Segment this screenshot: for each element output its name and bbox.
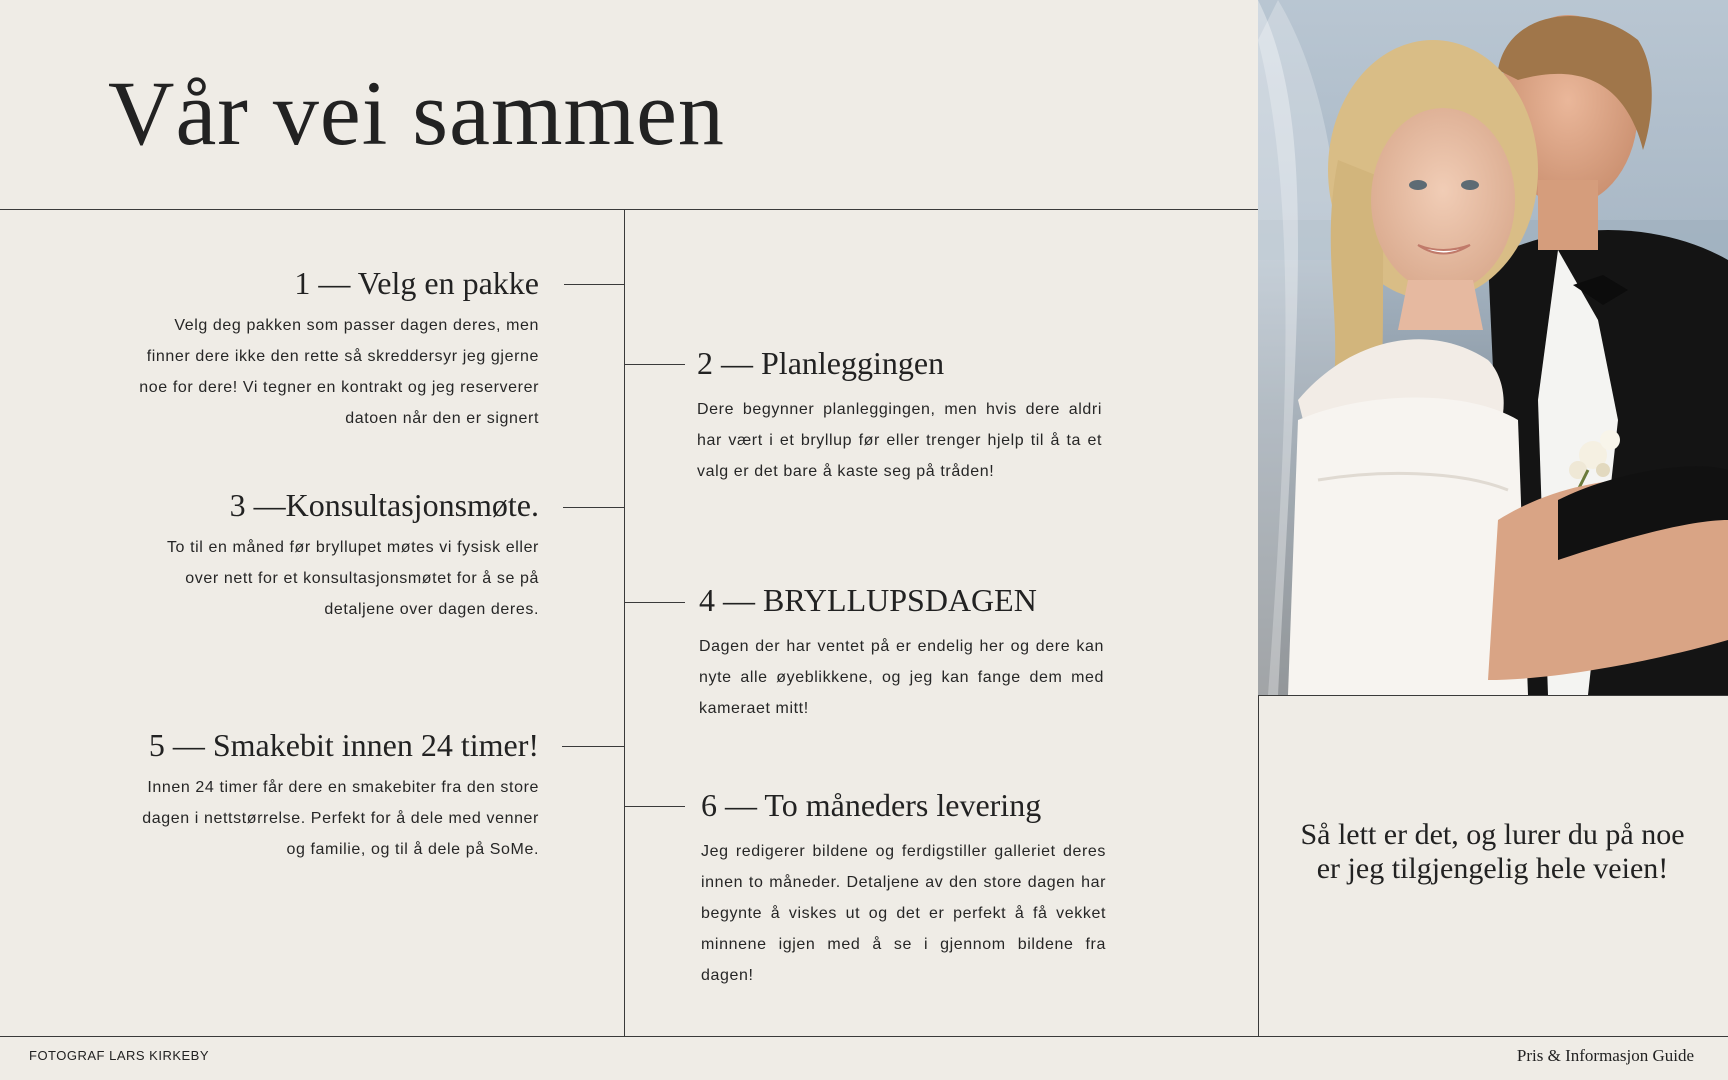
timeline-connector <box>624 364 685 365</box>
timeline-connector <box>624 602 685 603</box>
step-text: Dere begynner planleggingen, men hvis dere aldri har vært i et bryllup før eller trenger hjelp til å ta et valg er det bare å kaste seg på tråden! <box>697 401 1102 480</box>
step-text: Jeg redigerer bildene og ferdigstiller galleriet deres innen to måneder. Detaljene av den store dagen har begynte å viskes ut og det er perfekt å få vekket minnene igjen med å se i gjennom bildene fra dagen! <box>701 843 1106 984</box>
step-6 <box>701 787 1106 991</box>
timeline-connector <box>624 806 685 807</box>
step-title: 6 — To måneders levering <box>701 787 1042 823</box>
step-text: Dagen der har ventet på er endelig her og dere kan nyte alle øyeblikkene, og jeg kan fange dem med kameraet mitt! <box>699 638 1104 717</box>
timeline-connector <box>562 746 624 747</box>
step-3 <box>130 487 539 625</box>
step-2 <box>697 345 1102 487</box>
step-text: Innen 24 timer får dere en smakebiter fra den store dagen i nettstørrelse. Perfekt for å dele med venner og familie, og til å dele på SoMe. <box>142 779 539 858</box>
step-4 <box>699 582 1104 724</box>
step-title: 4 — BRYLLUPSDAGEN <box>699 582 1037 618</box>
timeline-connector <box>564 284 624 285</box>
step-title: 3 —Konsultasjonsmøte. <box>229 487 539 523</box>
timeline-axis <box>624 210 625 1037</box>
timeline-connector <box>563 507 624 508</box>
footer-photographer: FOTOGRAF LARS KIRKEBY <box>29 1048 210 1063</box>
wedding-couple-photo <box>1258 0 1728 695</box>
step-5 <box>120 727 539 865</box>
step-title: 1 — Velg en pakke <box>294 265 539 301</box>
page-title: Vår vei sammen <box>108 62 725 164</box>
closing-quote: Så lett er det, og lurer du på noe er jeg tilgjengelig hele veien! <box>1300 818 1685 885</box>
header-divider <box>0 209 1258 210</box>
step-text: To til en måned før bryllupet møtes vi fysisk eller over nett for et konsultasjonsmøtet for å se på detaljene over dagen deres. <box>166 539 539 618</box>
step-title: 2 — Planleggingen <box>697 345 945 381</box>
step-title: 5 — Smakebit innen 24 timer! <box>148 727 539 763</box>
footer-divider <box>0 1036 1728 1037</box>
step-1 <box>130 265 539 434</box>
step-text: Velg deg pakken som passer dagen deres, men finner dere ikke den rette så skreddersyr jeg gjerne noe for dere! Vi tegner en kontrakt og jeg reserverer datoen når den er signert <box>139 317 539 427</box>
footer-guide-title: Pris & Informasjon Guide <box>1516 1046 1694 1065</box>
photo-bottom-divider <box>1258 695 1728 696</box>
